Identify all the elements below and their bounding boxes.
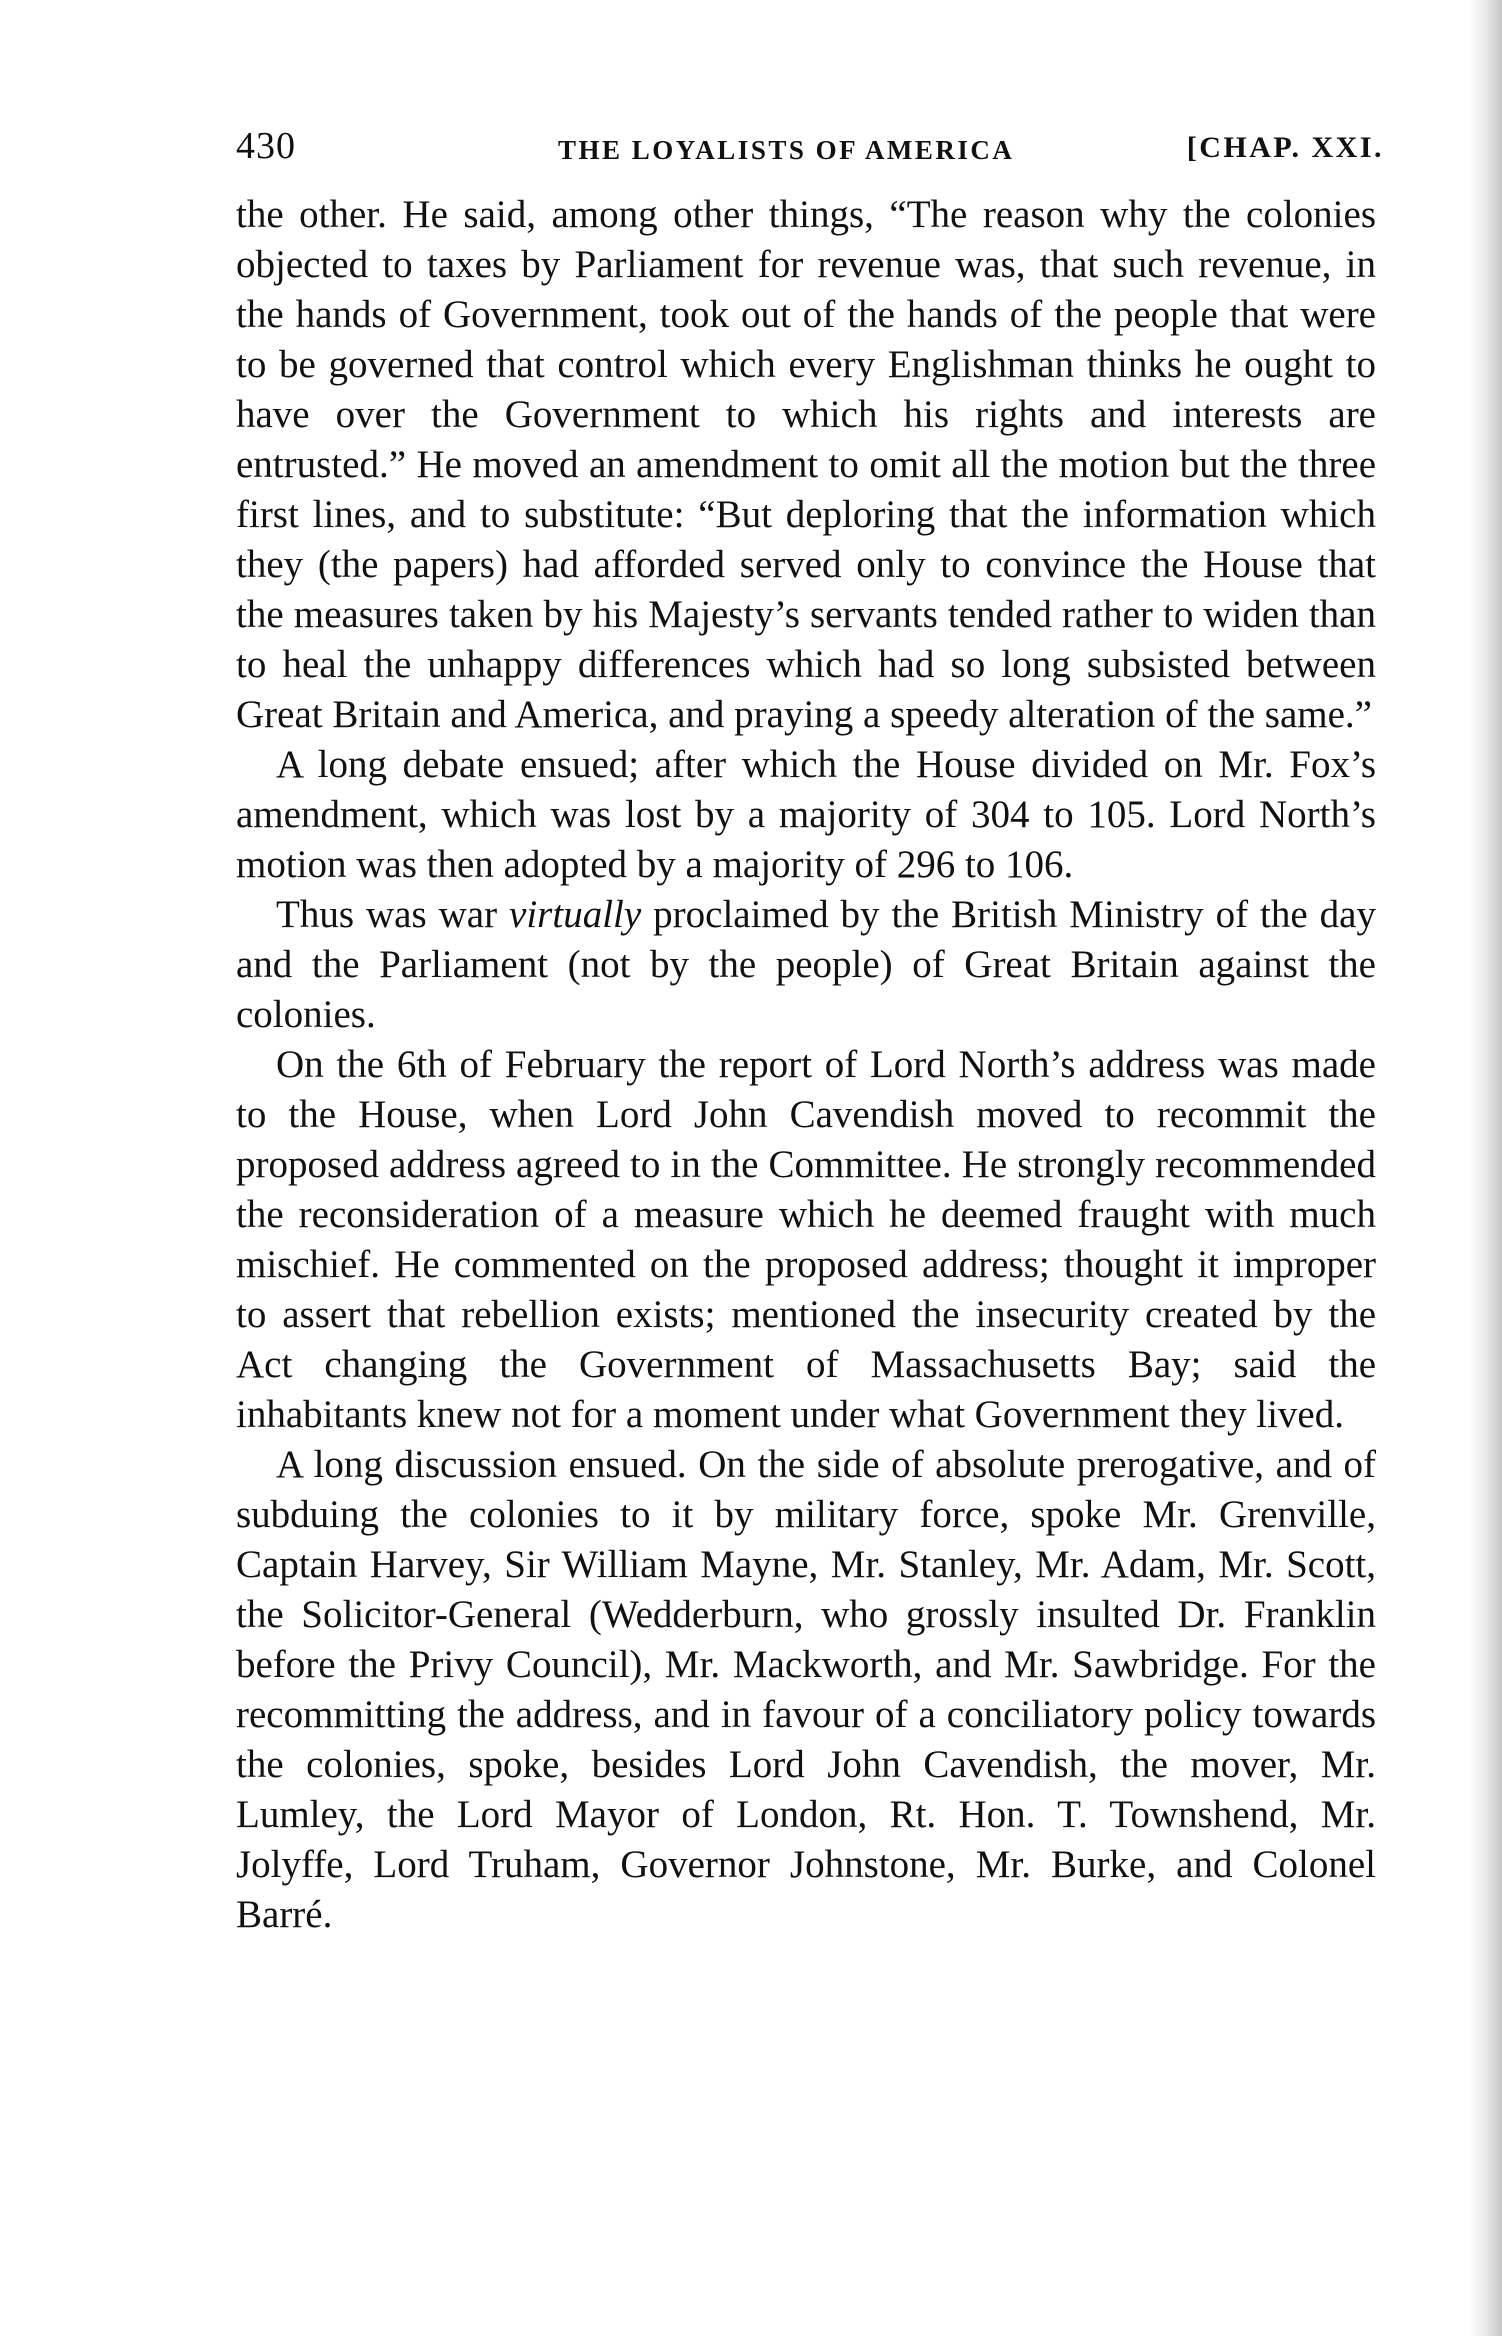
page-number: 430 — [236, 125, 296, 167]
paragraph-discussion: A long discussion ensued. On the side of absolute prerogative, and of subduing the colonies to it by military force, spoke Mr. Grenville, Captain Harvey, Sir William Mayne, Mr. Stanley, Mr. Adam, Mr. Scott, the Solicitor-General (Wedderburn, who grossly insulted Dr. Franklin before the Privy Council), Mr. Mackworth, and Mr. Sawbridge. For the recommitting the address, and in favour of a conciliatory policy towards the colonies, spoke, besides Lord John Cavendish, the mover, Mr. Lumley, the Lord Mayor of London, Rt. Hon. T. Townshend, Mr. Jolyffe, Lord Truham, Governor Johnstone, Mr. Burke, and Colonel Barré. — [236, 1443, 1376, 1936]
paragraph-debate: A long debate ensued; after which the House divided on Mr. Fox’s amendment, which was lost by a majority of 304 to 105. Lord North’s motion was then adopted by a majority of 296 to 106. — [236, 743, 1376, 886]
body-text — [236, 190, 1376, 1940]
paragraph-war-proclaimed — [236, 890, 1376, 1040]
book-title: THE LOYALISTS OF AMERICA — [558, 135, 1015, 165]
paragraph-war-before: Thus was war — [276, 893, 510, 936]
page-edge-shadow — [1468, 0, 1502, 2336]
running-head — [236, 118, 1384, 174]
paragraph-continuation: the other. He said, among other things, “The reason why the colonies objected to taxes by Parliament for revenue was, that such revenue, in the hands of Government, took out of the hands of the people that were to be governed that control which every Englishman thinks he ought to have over the Government to which his rights and interests are entrusted.” He moved an amendment to omit all the motion but the three first lines, and to substitute: “But deploring that the information which they (the papers) had afforded served only to convince the House that the measures taken by his Majesty’s servants tended rather to widen than to heal the unhappy differences which had so long subsisted between Great Britain and America, and praying a speedy alteration of the same.” — [236, 193, 1376, 736]
paragraph-war-after: proclaimed by the British Ministry of the day and the Parliament (not by the people) of Great Britain against the colonies. — [236, 893, 1376, 1036]
emphasis-virtually: virtually — [509, 893, 642, 936]
paragraph-february-report: On the 6th of February the report of Lord North’s address was made to the House, when Lord John Cavendish moved to recommit the proposed address agreed to in the Committee. He strongly recommended the reconsideration of a measure which he deemed fraught with much mischief. He commented on the proposed address; thought it improper to assert that rebellion exists; mentioned the insecurity created by the Act changing the Government of Massachusetts Bay; said the inhabitants knew not for a moment under what Government they lived. — [236, 1043, 1376, 1436]
chapter-label: [CHAP. XXI. — [1186, 131, 1384, 164]
